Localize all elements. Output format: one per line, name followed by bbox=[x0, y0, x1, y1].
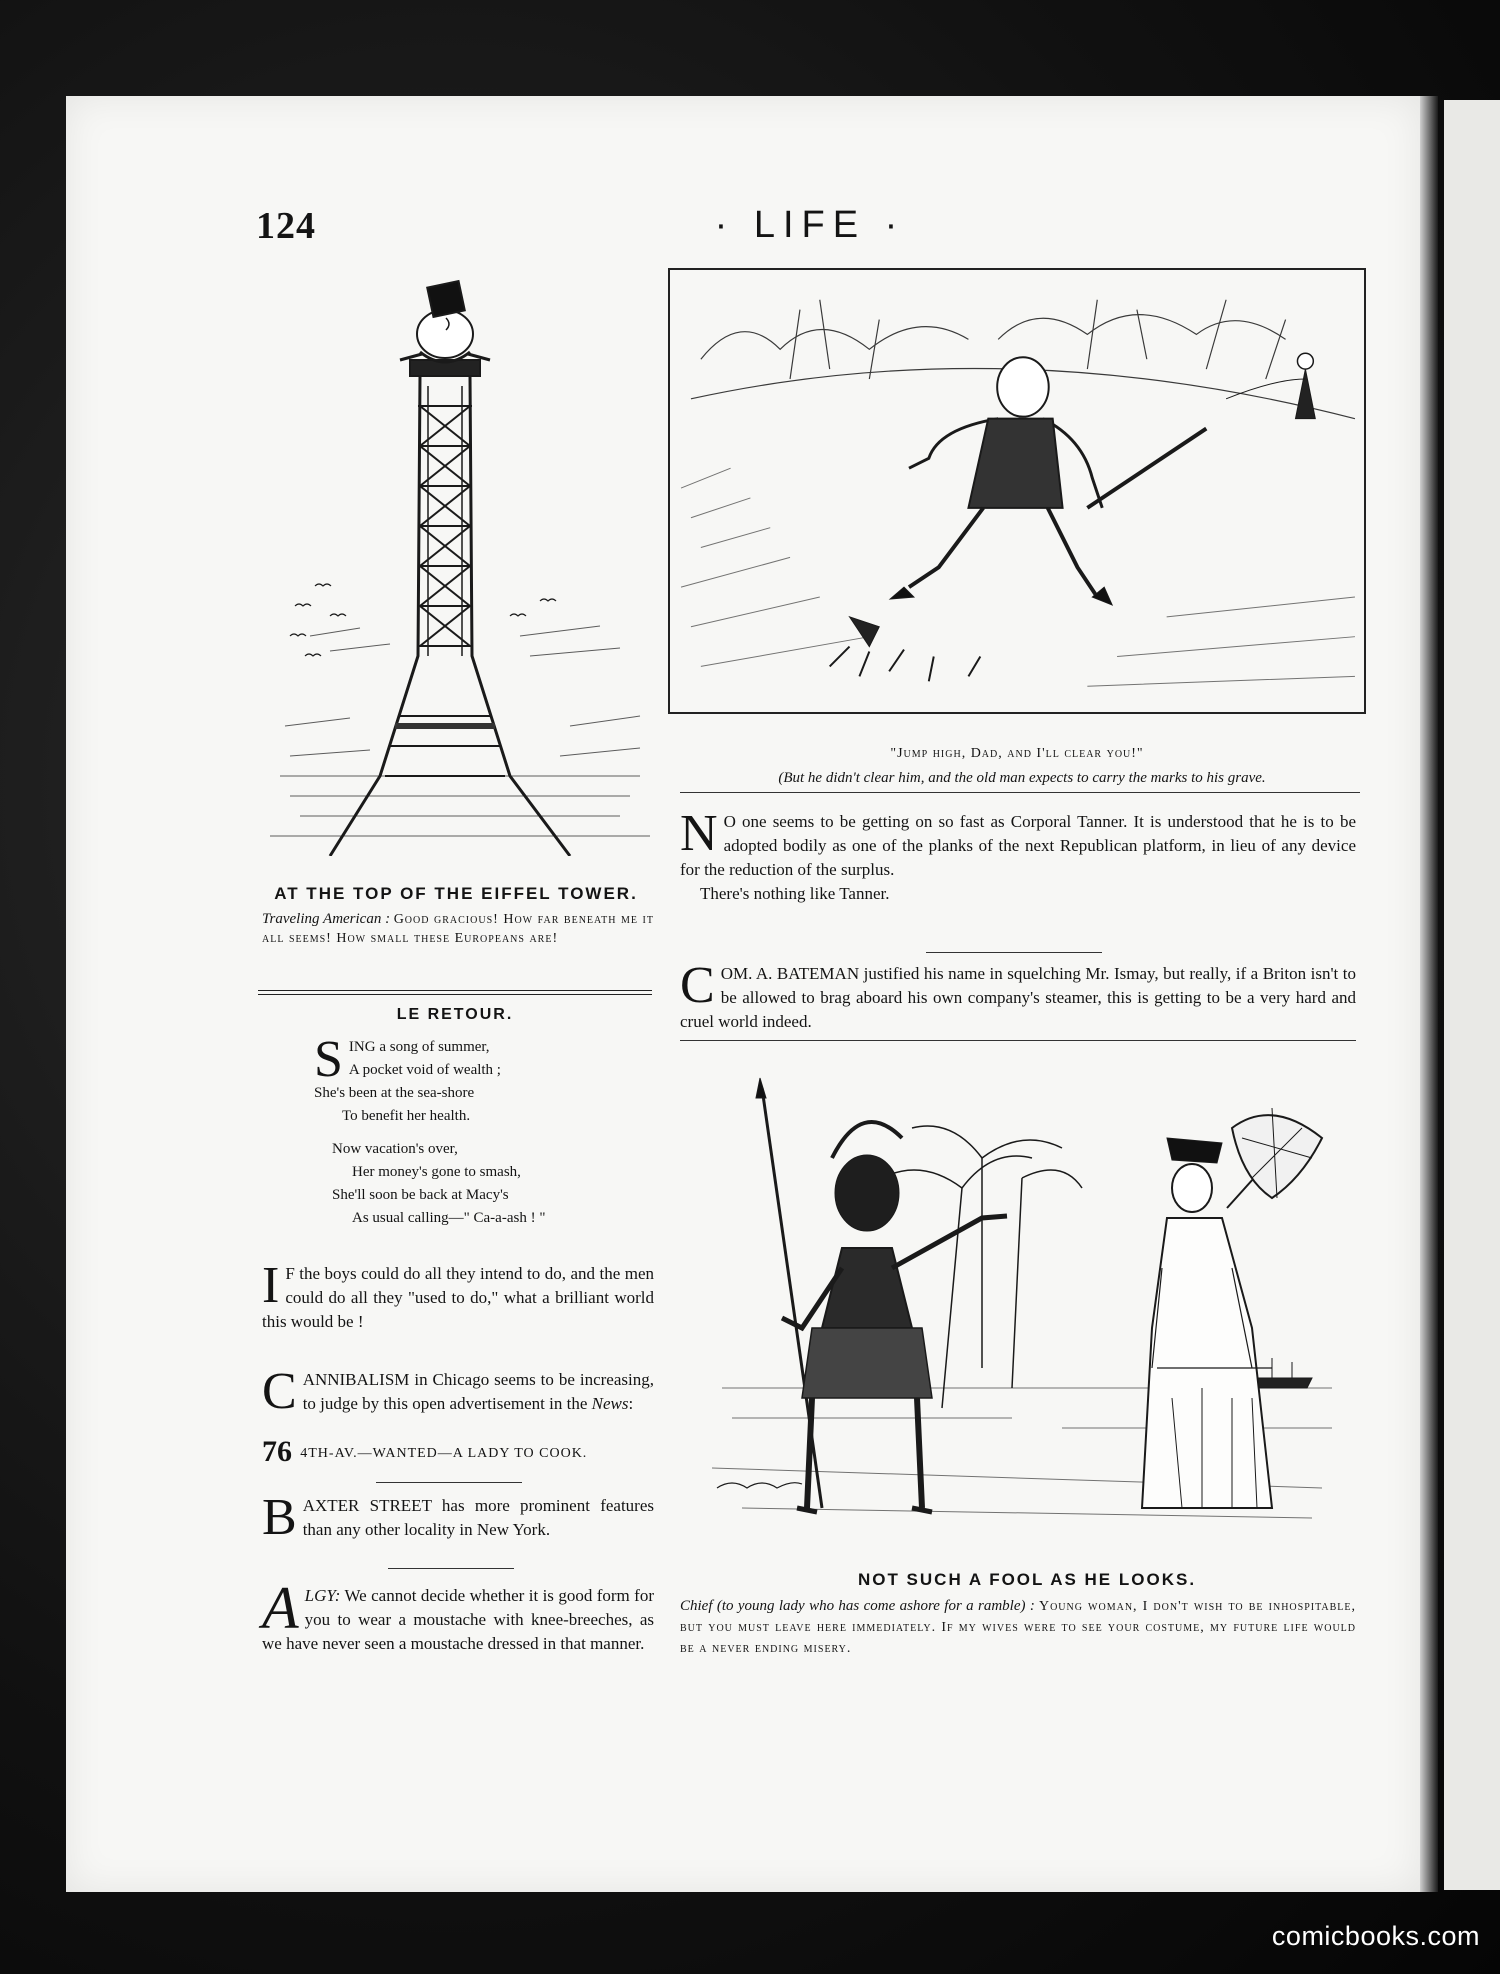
chief-dialogue: Young woman, I don't wish to be inhospitable, but you must leave here immediately. If my wives were to see your costume, my future life would be a never ending misery. bbox=[680, 1599, 1357, 1656]
page-number: 124 bbox=[256, 205, 316, 247]
dropcap: C bbox=[262, 1363, 297, 1420]
poem-line: ING a song of summer, bbox=[348, 1039, 490, 1055]
eiffel-speaker: Traveling American : bbox=[262, 911, 391, 927]
separator-rule bbox=[680, 1040, 1356, 1041]
dropcap: N bbox=[680, 805, 718, 862]
dropcap: B bbox=[262, 1489, 297, 1546]
poem-line: To benefit her health. bbox=[342, 1108, 471, 1124]
poem-line: Her money's gone to smash, bbox=[352, 1164, 521, 1180]
double-rule bbox=[258, 990, 652, 995]
poem-line: A pocket void of wealth ; bbox=[348, 1062, 501, 1078]
jump-caption-note: (But he didn't clear him, and the old man expects to carry the marks to his grave. bbox=[778, 770, 1266, 786]
colon: : bbox=[628, 1394, 634, 1413]
advertisement bbox=[262, 1435, 654, 1468]
paragraph-text: ANNIBALISM in Chicago seems to be increasing, to judge by this open advertisement in the bbox=[302, 1370, 654, 1413]
algy-paragraph bbox=[262, 1575, 654, 1656]
poem-stanza-1 bbox=[314, 1031, 654, 1128]
bateman-paragraph bbox=[680, 957, 1356, 1034]
caption-quote: "Jump high, Dad, and I'll clear you!" bbox=[890, 746, 1144, 761]
chief-speaker: Chief (to young lady who has come ashore for a ramble) : bbox=[680, 1598, 1035, 1614]
poem-line: Now vacation's over, bbox=[332, 1141, 458, 1157]
paragraph-text: AXTER STREET has more prominent features than any other locality in New York. bbox=[302, 1496, 654, 1539]
separator-rule bbox=[926, 952, 1102, 953]
paragraph-text: O one seems to be getting on so fast as Corporal Tanner. It is understood that he is to be adopted bodily as one of the planks of the next Republican platform, in lieu of any device for the reduction of the surplus. bbox=[680, 812, 1356, 879]
site-watermark: comicbooks.com bbox=[1271, 1921, 1480, 1951]
chief-illustration bbox=[712, 1068, 1342, 1544]
masthead: · LIFE · bbox=[714, 204, 906, 246]
poem-dropcap: S bbox=[314, 1031, 343, 1088]
jump-high-illustration bbox=[668, 268, 1366, 714]
poem-line: She's been at the sea-shore bbox=[314, 1085, 475, 1101]
jump-caption-quote bbox=[668, 740, 1366, 766]
page-binding bbox=[1420, 96, 1438, 1892]
dropcap: A bbox=[262, 1575, 299, 1641]
separator-rule bbox=[388, 1568, 514, 1569]
newspaper-name: News bbox=[591, 1394, 629, 1413]
poem-title: LE RETOUR. bbox=[396, 1006, 514, 1023]
poem-stanza-2 bbox=[332, 1138, 652, 1230]
eiffel-caption-title: AT THE TOP OF THE EIFFEL TOWER. bbox=[274, 884, 638, 903]
next-page-edge bbox=[1444, 100, 1500, 1890]
eiffel-tower-illustration bbox=[270, 256, 650, 856]
chief-caption bbox=[680, 1596, 1356, 1659]
paragraph-text: We cannot decide whether it is good form for you to wear a moustache with knee-breeches, as we have never seen a moustache dressed in that manner. bbox=[262, 1586, 654, 1653]
boys-paragraph bbox=[262, 1257, 654, 1334]
poem-line: As usual calling—" Ca-a-ash ! " bbox=[352, 1210, 546, 1226]
separator-rule bbox=[376, 1482, 522, 1483]
dropcap: C bbox=[680, 957, 715, 1014]
paragraph-text: F the boys could do all they intend to do, and the men could do all they "used to do," what a brilliant world this would be ! bbox=[262, 1264, 654, 1331]
dropcap: I bbox=[262, 1257, 280, 1314]
ad-number: 76 bbox=[262, 1435, 292, 1468]
paragraph-text: OM. A. BATEMAN justified his name in squelching Mr. Ismay, but really, if a Briton isn't to be allowed to brag aboard his own company's steamer, this is getting to be a very hard and cruel world indeed. bbox=[680, 964, 1356, 1031]
eiffel-caption bbox=[262, 910, 654, 948]
paragraph-tail: There's nothing like Tanner. bbox=[700, 884, 890, 903]
caption-rule bbox=[680, 792, 1360, 793]
poem-line: She'll soon be back at Macy's bbox=[332, 1187, 509, 1203]
eiffel-dialogue: Good gracious! How far beneath me it all seems! How small these Europeans are! bbox=[262, 912, 654, 946]
baxter-paragraph bbox=[262, 1489, 654, 1546]
cannibalism-paragraph bbox=[262, 1363, 654, 1420]
tanner-paragraph bbox=[680, 805, 1356, 906]
ad-text: 4TH-AV.—WANTED—A LADY TO COOK. bbox=[300, 1446, 588, 1461]
chief-caption-title: NOT SUCH A FOOL AS HE LOOKS. bbox=[857, 1570, 1197, 1589]
addressee: LGY: bbox=[304, 1586, 341, 1605]
